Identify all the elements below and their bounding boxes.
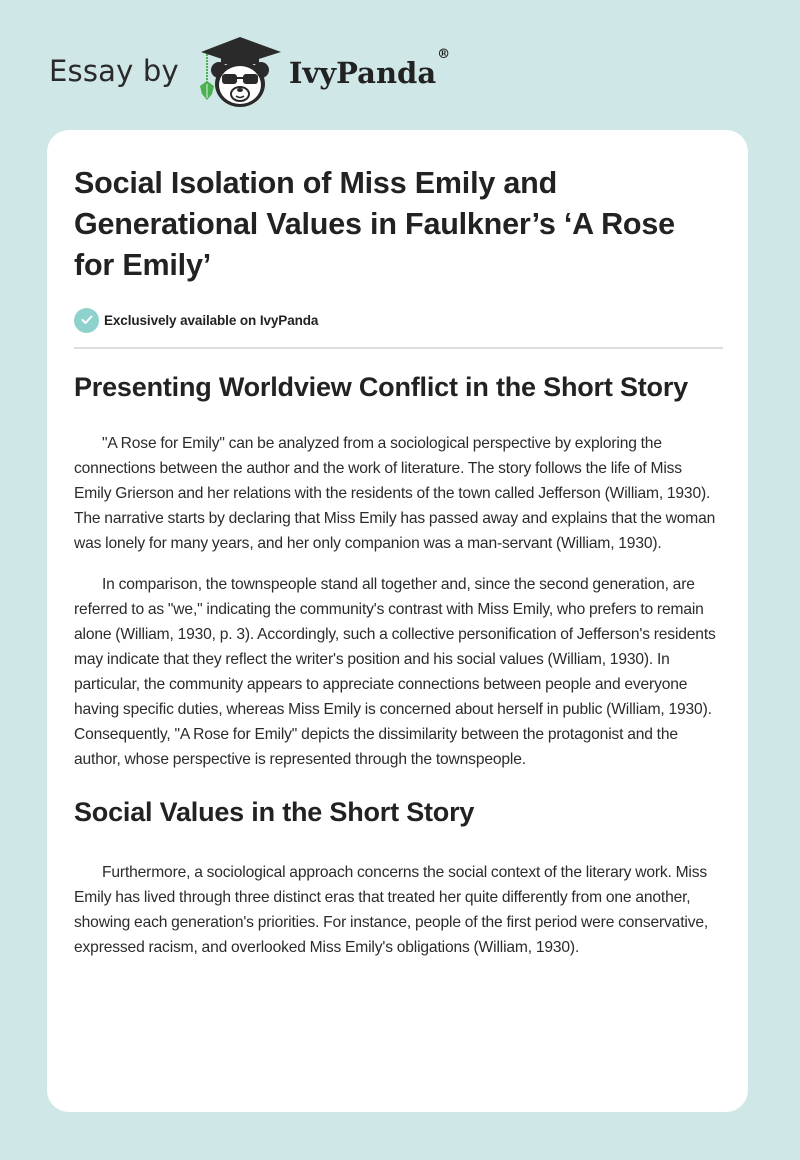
section-heading: Presenting Worldview Conflict in the Short Story <box>74 372 688 402</box>
paragraph: In comparison, the townspeople stand all together and, since the second generation, are referred to as "we," indicating the community's contrast with Miss Emily, who prefers to remain alone (William, 1930, p. 3). Accordingly, such a collective personification of Jefferson's residents may indicate that they reflect the writer's position and his social values (William, 1930). In particular, the community appears to appreciate connections between people and everyone having specific duties, whereas Miss Emily is concerned about herself in public (William, 1930). Consequently, "A Rose for Emily" depicts the dissimilarity between the protagonist and the author, whose perspective is represented through the townspeople. <box>74 576 716 768</box>
check-circle-icon <box>74 308 99 333</box>
essay-by-label: Essay by <box>49 54 179 88</box>
paragraph: "A Rose for Emily" can be analyzed from a sociological perspective by exploring the connections between the author and the work of literature. The story follows the life of Miss Emily Grierson and her relations with the residents of the town called Jefferson (William, 1930). The narrative starts by declaring that Miss Emily has passed away and explains that the woman was lonely for many years, and her only companion was a man-servant (William, 1930). <box>74 435 716 552</box>
site-header <box>49 34 450 110</box>
essay-card <box>47 130 748 1112</box>
paragraph: Furthermore, a sociological approach concerns the social context of the literary work. Miss Emily has lived through three distinct eras that treated her quite differently from one another, showing each generation's priorities. For instance, people of the first period were conservative, expressed racism, and overlooked Miss Emily's obligations (William, 1930). <box>74 864 709 956</box>
brand-name[interactable] <box>288 47 451 90</box>
section-heading: Social Values in the Short Story <box>74 797 475 827</box>
panda-graduate-icon[interactable] <box>197 34 283 110</box>
brand-text: IvyPanda <box>288 56 437 90</box>
divider <box>74 347 723 349</box>
exclusive-badge <box>74 307 722 333</box>
essay-title: Social Isolation of Miss Emily and Generational Values in Faulkner’s ‘A Rose for Emily’ <box>74 166 675 282</box>
exclusive-label: Exclusively available on IvyPanda <box>104 312 319 328</box>
registered-mark: ® <box>437 47 451 63</box>
